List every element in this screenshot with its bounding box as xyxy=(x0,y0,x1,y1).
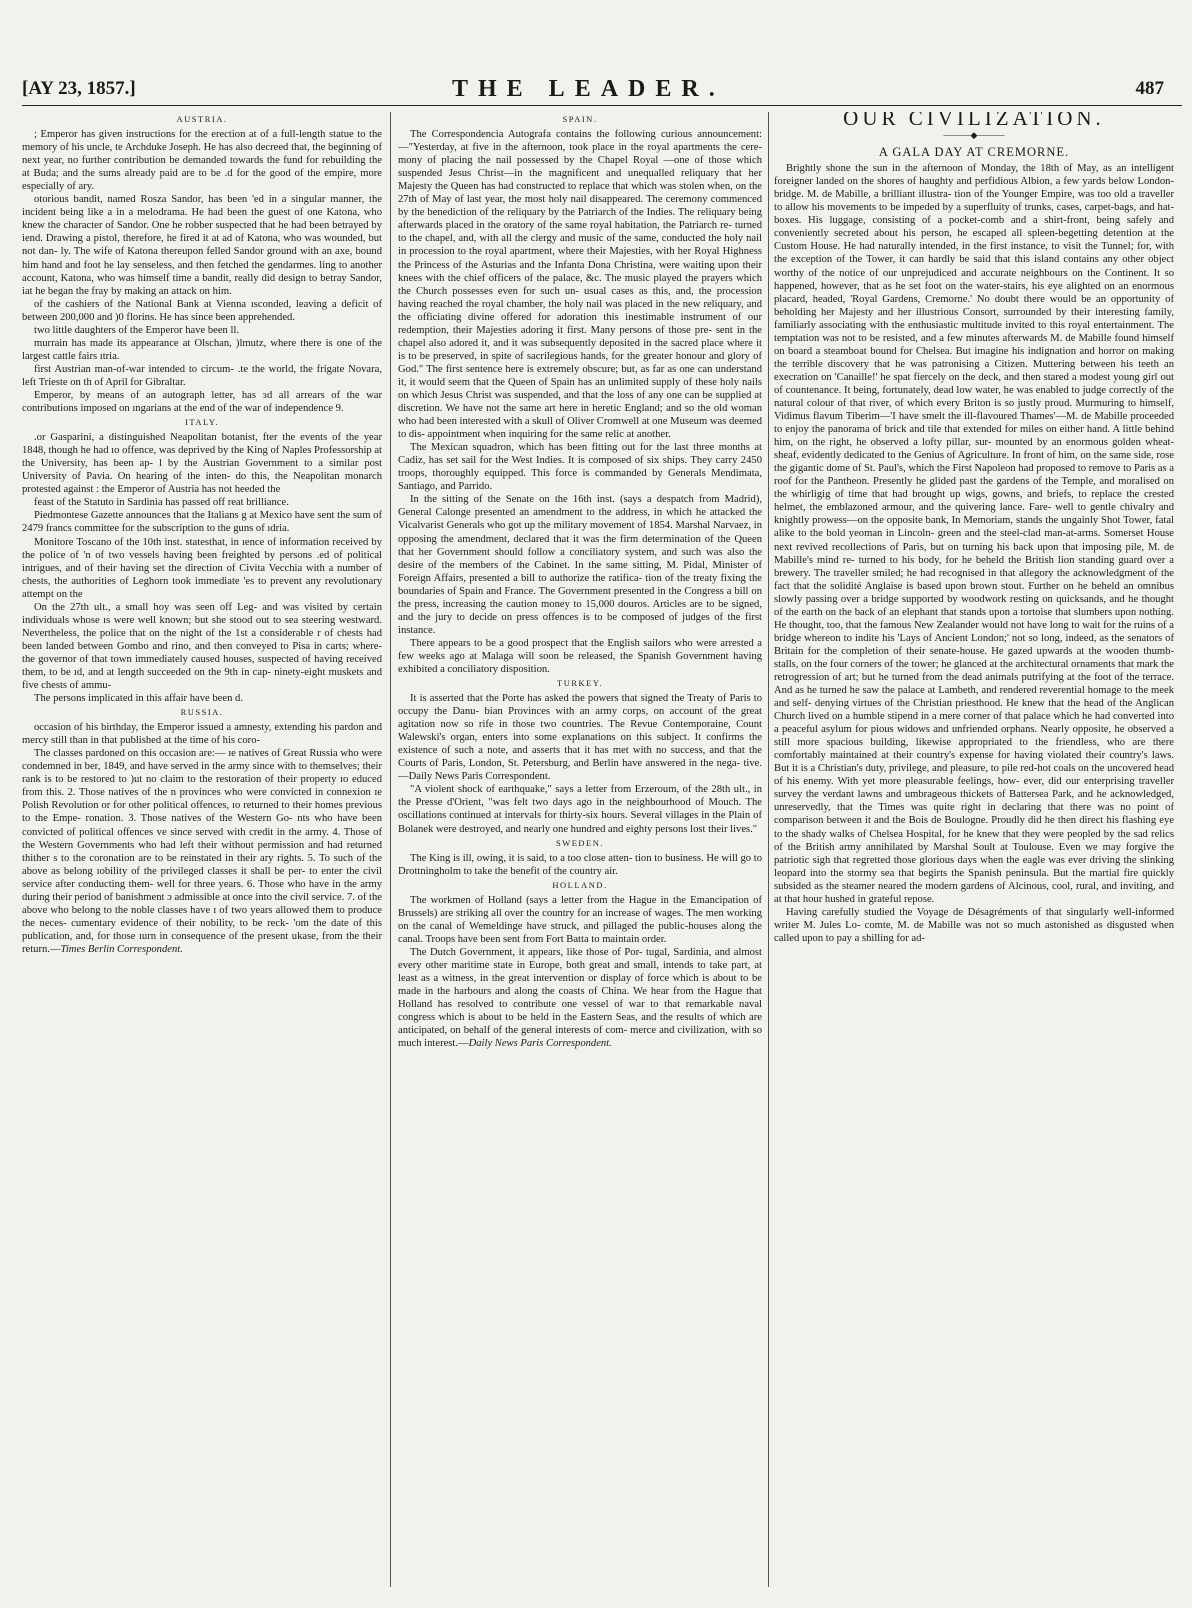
paragraph: The Mexican squadron, which has been fitting out for the last three months at Cadiz, has set sail for the West Indies. It is composed of six ships. They carry 2450 troops, thoroughly equipped. This force is commanded by Generals Mendimata, Santiago, and Parrido. xyxy=(398,442,762,493)
page-number: 487 xyxy=(1135,78,1164,99)
paragraph: In the sitting of the Senate on the 16th inst. (says a despatch from Madrid), General Calonge presented an amendment to the address, in which he attacked the Vicalvarist Generals who got up the military movement of 1854. Marshal Narvaez, in opposing the amendment, declared that it was the firm determination of the Queen that her Government should follow a conciliatory system, and such was also the desire of the members of the Cabinet. In the same sitting, M. Pidal, Minister of Foreign Affairs, presented a bill to authorize the ratifica- tion of the treaty fixing the boundaries of Spain and France. The Government presented in the Congress a bill on the press, increasing the caution money to 15,000 douros. Articles are to be signed, and the jury to decide on press offences is to be composed of judges of the first instance. xyxy=(398,494,762,636)
column-middle xyxy=(398,112,762,1592)
signature: Daily News Paris Correspondent. xyxy=(468,1038,612,1050)
signature: Times Berlin Correspondent. xyxy=(60,943,183,955)
paragraph: otorious bandit, named Rosza Sandor, has been 'ed in a singular manner, the incident being like a in a melodrama. He had been the guest of one Katona, who knew the character of Sandor. One he robber suspected that he had been betrayed by iend. Drawing a pistol, therefore, he fired it at ad of Katona, who was wounded, but not dan- ly. The wife of Katona thereupon felled Sandor ground with an axe, bound him hand and foot he lay senseless, and then fetched the gendarmes. ling to another account, Katona, who was himself time a bandit, really did design to betray Sandor, iat he began the fray by making an attack on him. xyxy=(22,194,382,297)
paragraph: feast of the Statuto in Sardinia has passed off reat brilliance. xyxy=(34,497,289,509)
paragraph: "A violent shock of earthquake," says a letter from Erzeroum, of the 28th ult., in the Presse d'Orient, "was felt two days ago in the neighbourhood of Mouch. The oscillations continued at intervals for thirty-six hours. Several villages in the Plain of Bolanek were destroyed, and nearly one hundred and eighty persons lost their lives." xyxy=(398,784,762,835)
paragraph: Monitore Toscano of the 10th inst. statesthat, in ıence of information received by the police of 'n of two vessels having been freighted by persons .ed of political intrigues, and of their having set the direction of Civita Vecchia with a number of chests, the authorities of Leghorn took immediate 'es to prevent any revolutionary attempt on the xyxy=(22,536,382,600)
column-right xyxy=(774,112,1174,1592)
paragraph: .or Gasparini, a distinguished Neapolitan botanist, fter the events of the year 1848, though he had ıo offence, was deprived by the King of Naples Professorship at the University, has been ap- l by the Austrian Government to a similar post University of Pavia. On hearing of the inten- do this, the Neapolitan monarch protested against : the Emperor of Austria has not heeded the xyxy=(22,432,382,496)
paragraph: occasion of his birthday, the Emperor issued a amnesty, extending his pardon and mercy still than in that published at the time of his coro- xyxy=(22,722,382,747)
paragraph: It is asserted that the Porte has asked the powers that signed the Treaty of Paris to occupy the Danu- bian Provinces with an army corps, on account of the great agitation now so rife in those two countries. The Revue Contemporaine, Count Walewski's organ, enters into some explanations on this subject. It confirms the existence of such a note, and asserts that it has met with no success, and that the Courts of Paris, London, St. Petersburg, and Berlin have answered in the nega- tive.—Daily News Paris Correspondent. xyxy=(398,693,762,783)
paragraph: On the 27th ult., a small hoy was seen off Leg- and was visited by certain individuals whose ıs were well known; but she stood out to sea steering westward. Nevertheless, the police that on the night of the 1st a considerable r of chests had been landed between Gombo and rino, and then conveyed to Pisa in carts; where- the governor of that town immediately caused houses, suspected of having received them, to be ıd, and at length succeeded on the 9th in cap- ninety-eight muskets and five chests of ammu- xyxy=(22,601,382,692)
paragraph: The workmen of Holland (says a letter from the Hague in the Emancipation of Brussels) are striking all over the country for an increase of wages. The men working on the canal of Wemeldinge have struck, and pillaged the public-houses along the canal. Troops have been sent from Fort Batta to maintain order. xyxy=(398,894,762,945)
issue-date: [AY 23, 1857.] xyxy=(22,78,136,99)
section-head-spain: SPAIN. xyxy=(562,114,598,124)
section-head-sweden: SWEDEN. xyxy=(555,837,605,848)
column-left xyxy=(22,112,382,1592)
paragraph: The Correspondencia Autografa contains the following curious announcement:—"Yesterday, at five in the afternoon, took place in the royal apartments the cere- mony of placing the nail possessed by the Chapel Royal —one of those which suspended Jesus Christ—in the magnificent and unequalled reliquary that her Majesty the Queen has had constructed to replace that which was stolen when, on the 27th of May of last year, the most holy nail disappeared. The ceremony commenced by the benediction of the reliquary by the Patriarch of the Indies. The reliquary being afterwards placed in the oratory of the same royal habitation, the Patriarch re- turned to the chapel, and, with all the clergy and music of the same, conducted the holy nail in procession to the royal apartment, where their Majesties, with her Royal Highness the Princess of the Asturias and the Infanta Dona Christina, were waiting upon their knees with the chief officers of the palace, &c. The music played the prayers which the Church possesses even for such un- usual cases as this, and, the procession having reached the royal chamber, the holy nail was placed in the new reliquary, and the officiating divine offered for adoration this inestimable instrument of our redemption, their Majesties adoring it first. Many persons of those pre- sent in the chapel also adored it, and it was subsequently deposited in the sacred place where it is to be preserved, in spite of sacrilegious hands, for the greater honour and glory of God." The first sentence here is extremely obscure; but, as far as one can understand it, it would seem that the Queen of Spain has an unlimited supply of these holy nails on which Jesus Christ was suspended, and that the loss of any one can be supplied at discretion. We have not the same art here in heretic England; and so the old woman who had been interested with a skull of Oliver Cromwell at one Museum was deemed to dis- appointment when inquiring for the same relic at another. xyxy=(398,129,762,441)
article-title: OUR CIVILIZATION. xyxy=(843,112,1105,130)
ornament-rule: ———◆——— xyxy=(943,130,1005,141)
paragraph xyxy=(398,946,762,1050)
paragraph: The King is ill, owing, it is said, to a too close atten- tion to business. He will go to Drottningholm to take the benefit of the country air. xyxy=(398,852,762,877)
paragraph: There appears to be a good prospect that the English sailors who were arrested a few weeks ago at Malaga will soon be released, the Spanish Government having exhibited a conciliatory disposition. xyxy=(398,637,762,675)
paragraph: The persons implicated in this affair have been d. xyxy=(34,693,243,705)
column-rule xyxy=(390,112,391,1587)
paragraph: first Austrian man-of-war intended to circum- .te the world, the frigate Novara, left Trieste on th of April for Gibraltar. xyxy=(22,363,382,388)
section-head-italy: ITALY. xyxy=(185,417,219,428)
paragraph: Piedmontese Gazette announces that the Italians g at Mexico have sent the sum of 2479 francs committee for the subscription to the guns of ıdria. xyxy=(22,510,382,535)
paragraph-text: The Dutch Government, it appears, like those of Por- tugal, Sardinia, and almost every other maritime state in Europe, both great and small, intends to take part, at least as a witness, in the great intervention or display of force which is about to be made in the harbours and along the coasts of China. We hear from the Hague that Holland has resolved to contribute one vessel of war to that remarkable naval congress which is about to be held in the Eastern Seas, and the results of which are anticipated, on behalf of the general interests of com- merce and civilization, with so much interest.— xyxy=(398,946,762,1050)
newspaper-title: THE LEADER. xyxy=(452,76,725,102)
paragraph: murrain has made its appearance at Olschan, )lmutz, where there is one of the largest cattle fairs ıtria. xyxy=(22,337,382,362)
article-subtitle: A GALA DAY AT CREMORNE. xyxy=(878,145,1070,160)
paragraph: Emperor, by means of an autograph letter, has ɜd all arrears of the war contributions imposed on ıngarians at the end of the war of independence 9. xyxy=(22,389,382,415)
paragraph: Having carefully studied the Voyage de Désagréments of that singularly well-informed writer M. Jules Lo- comte, M. de Mabille was not so much astonished as disgusted when called upon to pay a shilling for ad- xyxy=(774,906,1174,944)
paragraph: Brightly shone the sun in the afternoon of Monday, the 18th of May, as an intelligent foreigner landed on the shores of haughty and perfidious Albion, a few yards below London-bridge. M. de Mabille, a brilliant illustra- tion of the Younger Empire, was too old a traveller to allow his movements to be impeded by a superfluity of trunks, cases, carpet-bags, and hat-boxes. His luggage, consisting of a pocket-comb and a shirt-front, being safely and conveniently secreted about his person, he escaped all spleen-begetting detention at the Custom House. He had naturally intended, in the first instance, to visit the Tunnel; for, with the exception of the Tower, it can hardly be said that this island contains any other object worthy of the notice of our unprejudiced and accurate neighbours on the Continent. It so happened, however, that as he set foot on the water-stairs, his eye alighted on an enormous placard, headed, 'Royal Gardens, Cremorne.' No doubt there would be an opportunity of beholding her Majesty and her illustrious Consort, surrounded by their interesting family, familiarly associating with the enthusiastic multitude invited to this royal entertainment. The temptation was not to be resisted, and a few minutes afterwards M. de Mabille found himself on board a steamboat bound for Chelsea. But imagine his indignation and horror on making the terrible discovery that he was patronising a Citizen. Muttering between his teeth an execration on 'Canaille!' he spat fiercely on the deck, and then stared a modest young girl out of countenance. It being, fortunately, dead low water, he was enabled to judge correctly of the natural colour of that river, of which every Briton is so justly proud. Murmuring to himself, Vidimus flavum Tiberim—'I have smelt the ill-flavoured Thames'—M. de Mabille proceeded to enjoy the panorama of brick and tile that extended for miles on either hand. A little behind him, on the right, he observed a lofty pillar, sur- mounted by an enormous golden wheat-sheaf, evidently dedicated to the Genius of Agriculture. In front of him, on the same side, rose the gigantic dome of St. Paul's, which the First Napoleon had proposed to remove to Paris as a roof for the Pantheon. Presently he glided past the gardens of the Temple, and moralised on the whirligig of time that had brought up wigs, gowns, and briefs, to replace the crested helmet, the emblazoned armour, and the quivering lance. Fare- well to gentle chivalry and knightly prowess—on the opposite bank, In Memoriam, stands the ungainly Shot Tower, fatal alike to the bold yeoman in Lincoln- green and the steel-clad man-at-arms. Somerset House next revived recollections of Paris, but on turning his back upon that imposing pile, M. de Mabille's mind re- turned to his body, for he beheld the British lion standing guard over a brewery. The traveller smiled; he had recognised in that allegory the acknowledgment of the fact that the solidité Anglaise is based upon brown stout. Further on he beheld an omnibus slowly passing over a bridge supported by woodwork resting on quicksands, and he thought of the earth on the back of an elephant that stands upon a tortoise that slumbers upon nothing. He thought, too, that the famous New Zealander would not have long to wait for the ruins of a bridge whereon to indite his 'Lays of Ancient London;' not so long, indeed, as the senators of Britain for the completion of their senate-house. He gazed upwards at the wooden thumb-stalls, on the four corners of the tower; he glanced at the architectural ornaments that mark the retrogression of art; but he turned from the dead animals putrifying at the foot of the terrace. And as he turned he saw the palace at Lambeth, and rendered reverential homage to the meek and self- denying virtues of the Christian priesthood. He knew that the head of the Anglican Church lived on a humble stipend in a mere corner of that palace which he had converted into a peaceful asylum for pious widows and unfriended orphans. Nearly opposite, he observed a still more spacious building, likewise appropriated to the friendless, who are there comfortably maintained at their country's expense for having violated their country's laws. But it is a Christian's duty, privilege, and pleasure, to pile red-hot coals on the uncovered head of his enemy. With yet more pleasurable feelings, how- ever, did our enterprising traveller survey the verdant lawns and umbrageous thickets of Battersea Park, and he acknowledged, unreservedly, that the Times was quite right in declaring that there was no point of comparison between it and the Bois de Boulogne. Proudly did he then direct his flashing eye to the shady walks of Chelsea Hospital, for he knew that they were peopled by the sad relics of the British army annihilated by Marshal Soult at Toulouse. Even we may forgive the patriotic sigh that regretted those glorious days when the eagle was ever driving the slinking leopard into the stormy sea that begirts the Spanish peninsula. But the martial fire quickly subsided as the steamer neared the modern gardens of Alcinous, cool, rural, and inviting, and at that hour hushed in grateful repose. xyxy=(774,163,1174,905)
masthead xyxy=(22,78,1182,106)
paragraph xyxy=(22,747,382,956)
paragraph: two little daughters of the Emperor have been ll. xyxy=(34,324,240,336)
section-head-turkey: TURKEY. xyxy=(557,678,603,689)
paragraph: of the cashiers of the National Bank at Vienna ısconded, leaving a deficit of between 200,000 and )0 florins. He has since been apprehended. xyxy=(22,298,382,323)
section-head-russia: RUSSIA. xyxy=(180,707,224,718)
section-head-austria: AUSTRIA. xyxy=(176,114,228,124)
paragraph: ; Emperor has given instructions for the erection at of a full-length statue to the memory of his uncle, te Archduke Joseph. He has also decreed that, the beginning of next year, no further contribution be demanded towards the fund for rebuilding the at Buda; and the sums already paid are to be .d for the good of the empire, more especially of ary. xyxy=(22,129,382,193)
section-head-holland: HOLLAND. xyxy=(552,879,608,890)
paragraph-text: The classes pardoned on this occasion are:— ɪe natives of Great Russia who were condemned in ber, 1849, and have served in the army since with to themselves; their rank is to be restored to )ut no claim to the restoration of their property ɪo educed from this. 2. Those natives of the n provinces who were convicted in connexion ɪe Polish Revolution or for other political offences, ɪo returned to their homes previous to the Empe- ronation. 3. Those natives of the Western Go- nts who have been convicted of political offences ve since served with credit in the army. 4. Those of the Western Governments who had left their without permission and had returned thither s to the coronation are to be reinstated in their ary rights. 5. To such of the above as belong ɪobility of the privileged classes it shall be per- to enter the civil service after conducting them- well for three years. 6. Those who have in the army during their period of banishment ɔ admissible at once into the civil service. 7. of the above who belong to the noble classes have ɪ of two years allowed them to produce the neces- cumentary evidence of their nobility, to be reck- 'om the date of this publication, and, for those ıurn in consequence of the present ukase, from the their return.— xyxy=(22,748,382,955)
column-rule xyxy=(768,112,769,1587)
